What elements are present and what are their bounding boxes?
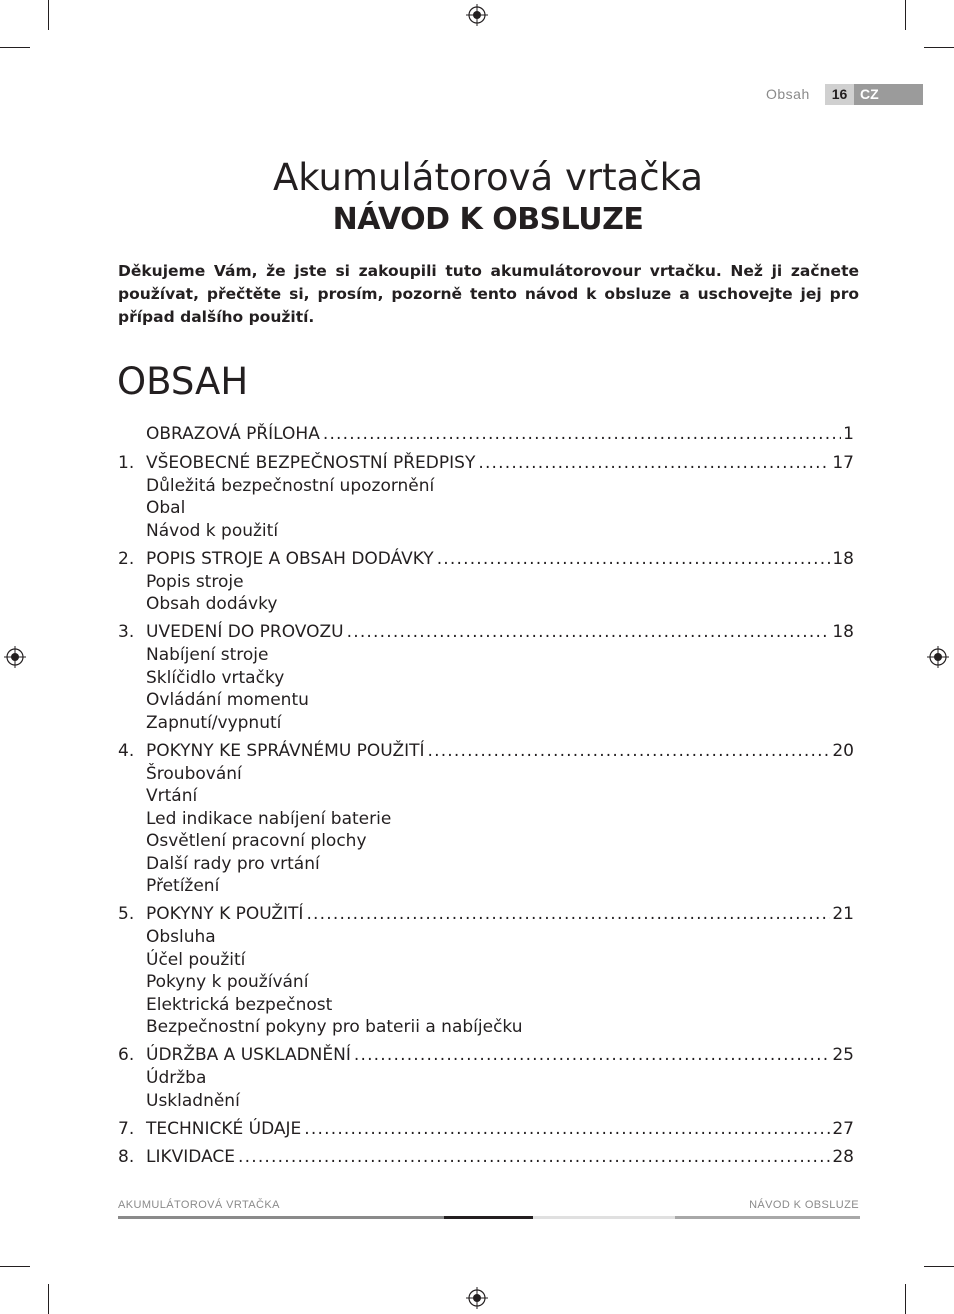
- toc-subentry: Osvětlení pracovní plochy: [146, 831, 367, 851]
- toc-entry-row: [118, 902, 854, 926]
- registration-crosshair-icon: [466, 1287, 488, 1309]
- crop-mark-tr-horizontal: [924, 47, 954, 48]
- toc-entry-page: 17: [832, 452, 854, 473]
- toc-entry-title: VŠEOBECNÉ BEZPEČNOSTNÍ PŘEDPISY: [146, 452, 476, 473]
- table-of-contents: [118, 422, 854, 1174]
- toc-entry-number: 4.: [118, 740, 135, 761]
- toc-dot-leader: [437, 547, 831, 571]
- toc-entry: [118, 620, 854, 734]
- toc-entry-title: POPIS STROJE A OBSAH DODÁVKY: [146, 548, 434, 569]
- toc-entry-row: [118, 739, 854, 763]
- footer-right-label: NÁVOD K OBSLUZE: [749, 1199, 859, 1211]
- toc-entry-page: 18: [832, 548, 854, 569]
- toc-subentry: Návod k použití: [146, 520, 279, 541]
- toc-entry: [118, 547, 854, 616]
- toc-subentry: Pokyny k používání: [146, 972, 309, 992]
- crop-mark-br-vertical: [905, 1284, 906, 1314]
- crop-mark-tl-vertical: [48, 0, 49, 30]
- registration-crosshair-icon: [466, 4, 488, 26]
- toc-entry-page: 20: [832, 740, 854, 761]
- toc-entry-page: 21: [832, 904, 854, 924]
- toc-entry-page: 25: [832, 1045, 854, 1065]
- toc-dot-leader: [323, 422, 841, 446]
- toc-subentry: Popis stroje: [146, 571, 244, 592]
- toc-subentry: Obsah dodávky: [146, 594, 278, 614]
- toc-entry-row: [118, 620, 854, 644]
- footer-bar-segment: [533, 1216, 675, 1219]
- toc-subentry: Zapnutí/vypnutí: [146, 712, 282, 733]
- toc-entry-row: [118, 451, 854, 475]
- crop-mark-bl-vertical: [48, 1284, 49, 1314]
- toc-entry-number: 1.: [118, 452, 135, 473]
- toc-entry-row: [118, 1043, 854, 1067]
- crop-mark-tr-vertical: [905, 0, 906, 30]
- toc-entry-title: UVEDENÍ DO PROVOZU: [146, 622, 344, 642]
- toc-entry-number: 6.: [118, 1045, 135, 1065]
- toc-entry: [118, 1145, 854, 1169]
- toc-entry-row: [118, 1117, 854, 1141]
- toc-dot-leader: [428, 739, 831, 763]
- toc-subentry: Bezpečnostní pokyny pro baterii a nabíječku: [146, 1017, 523, 1037]
- header-section-label: Obsah: [766, 86, 810, 102]
- toc-subentry: Účel použití: [146, 949, 246, 970]
- toc-gap: [118, 1169, 854, 1174]
- toc-dot-leader: [238, 1145, 830, 1169]
- toc-dot-leader: [354, 1043, 830, 1067]
- crop-mark-tl-horizontal: [0, 47, 30, 48]
- toc-entry-page: 18: [832, 622, 854, 642]
- page-number: 16: [825, 84, 854, 105]
- toc-entry-page: 1: [843, 424, 854, 444]
- toc-subentry: Důležitá bezpečnostní upozornění: [146, 475, 435, 496]
- toc-entry-title: POKYNY K POUŽITÍ: [146, 904, 304, 924]
- toc-entry: [118, 739, 854, 898]
- toc-subentry: Led indikace nabíjení baterie: [146, 808, 392, 829]
- toc-entry-title: ÚDRŽBA A USKLADNĚNÍ: [146, 1045, 351, 1065]
- toc-dot-leader: [306, 902, 830, 926]
- footer-bar-segment: [444, 1216, 533, 1219]
- toc-entry-row: [118, 1145, 854, 1169]
- toc-entry: [118, 1117, 854, 1141]
- toc-entry: [118, 422, 854, 446]
- footer-bar-segment: [675, 1216, 860, 1219]
- document-title: Akumulátorová vrtačka: [272, 156, 704, 199]
- toc-entry: [118, 1043, 854, 1112]
- toc-entry-page: 27: [832, 1118, 854, 1139]
- toc-entry-number: 7.: [118, 1118, 135, 1139]
- toc-entry-number: 8.: [118, 1147, 135, 1167]
- document-subtitle: NÁVOD K OBSLUZE: [332, 202, 644, 237]
- toc-subentry: Sklíčidlo vrtačky: [146, 667, 285, 688]
- toc-subentry: Elektrická bezpečnost: [146, 994, 333, 1015]
- footer-bar-segment: [118, 1216, 444, 1219]
- toc-entry-row: [118, 422, 854, 446]
- toc-heading: OBSAH: [117, 360, 249, 403]
- toc-entry-page: 28: [832, 1147, 854, 1167]
- toc-subentry: Nabíjení stroje: [146, 645, 269, 665]
- toc-subentry: Obsluha: [146, 927, 216, 947]
- toc-entry-number: 5.: [118, 904, 135, 924]
- toc-entry: [118, 902, 854, 1039]
- intro-paragraph: Děkujeme Vám, že jste si zakoupili tuto akumulátorovour vrtačku. Než ji začnete používat, přečtěte si, prosím, pozorně tento návod k obsluze a uschovejte jej pro případ dalšího použití.: [118, 262, 859, 326]
- toc-entry: [118, 451, 854, 543]
- toc-dot-leader: [304, 1117, 830, 1141]
- toc-entry-title: POKYNY KE SPRÁVNÉMU POUŽITÍ: [146, 740, 425, 761]
- registration-crosshair-icon: [4, 646, 26, 668]
- toc-subentry: Přetížení: [146, 876, 220, 896]
- toc-subentry: Uskladnění: [146, 1090, 240, 1111]
- toc-entry-title: TECHNICKÉ ÚDAJE: [146, 1118, 302, 1139]
- language-code: CZ: [860, 86, 879, 102]
- toc-entry-number: 3.: [118, 622, 135, 642]
- footer-left-label: AKUMULÁTOROVÁ VRTAČKA: [118, 1199, 280, 1211]
- toc-entry-number: 2.: [118, 548, 135, 569]
- toc-subentry: Vrtání: [146, 786, 198, 806]
- toc-dot-leader: [347, 620, 831, 644]
- toc-dot-leader: [478, 451, 830, 475]
- toc-entry-title: OBRAZOVÁ PŘÍLOHA: [146, 424, 320, 444]
- toc-subentry: Obal: [146, 498, 186, 518]
- toc-subentry: Šroubování: [146, 763, 242, 784]
- toc-entry-title: LIKVIDACE: [146, 1147, 236, 1167]
- toc-entry-row: [118, 547, 854, 571]
- crop-mark-bl-horizontal: [0, 1266, 30, 1267]
- toc-subentry: Ovládání momentu: [146, 690, 309, 710]
- toc-subentry: Další rady pro vrtání: [146, 853, 320, 874]
- toc-subentry: Údržba: [146, 1068, 207, 1088]
- crop-mark-br-horizontal: [924, 1266, 954, 1267]
- registration-crosshair-icon: [927, 646, 949, 668]
